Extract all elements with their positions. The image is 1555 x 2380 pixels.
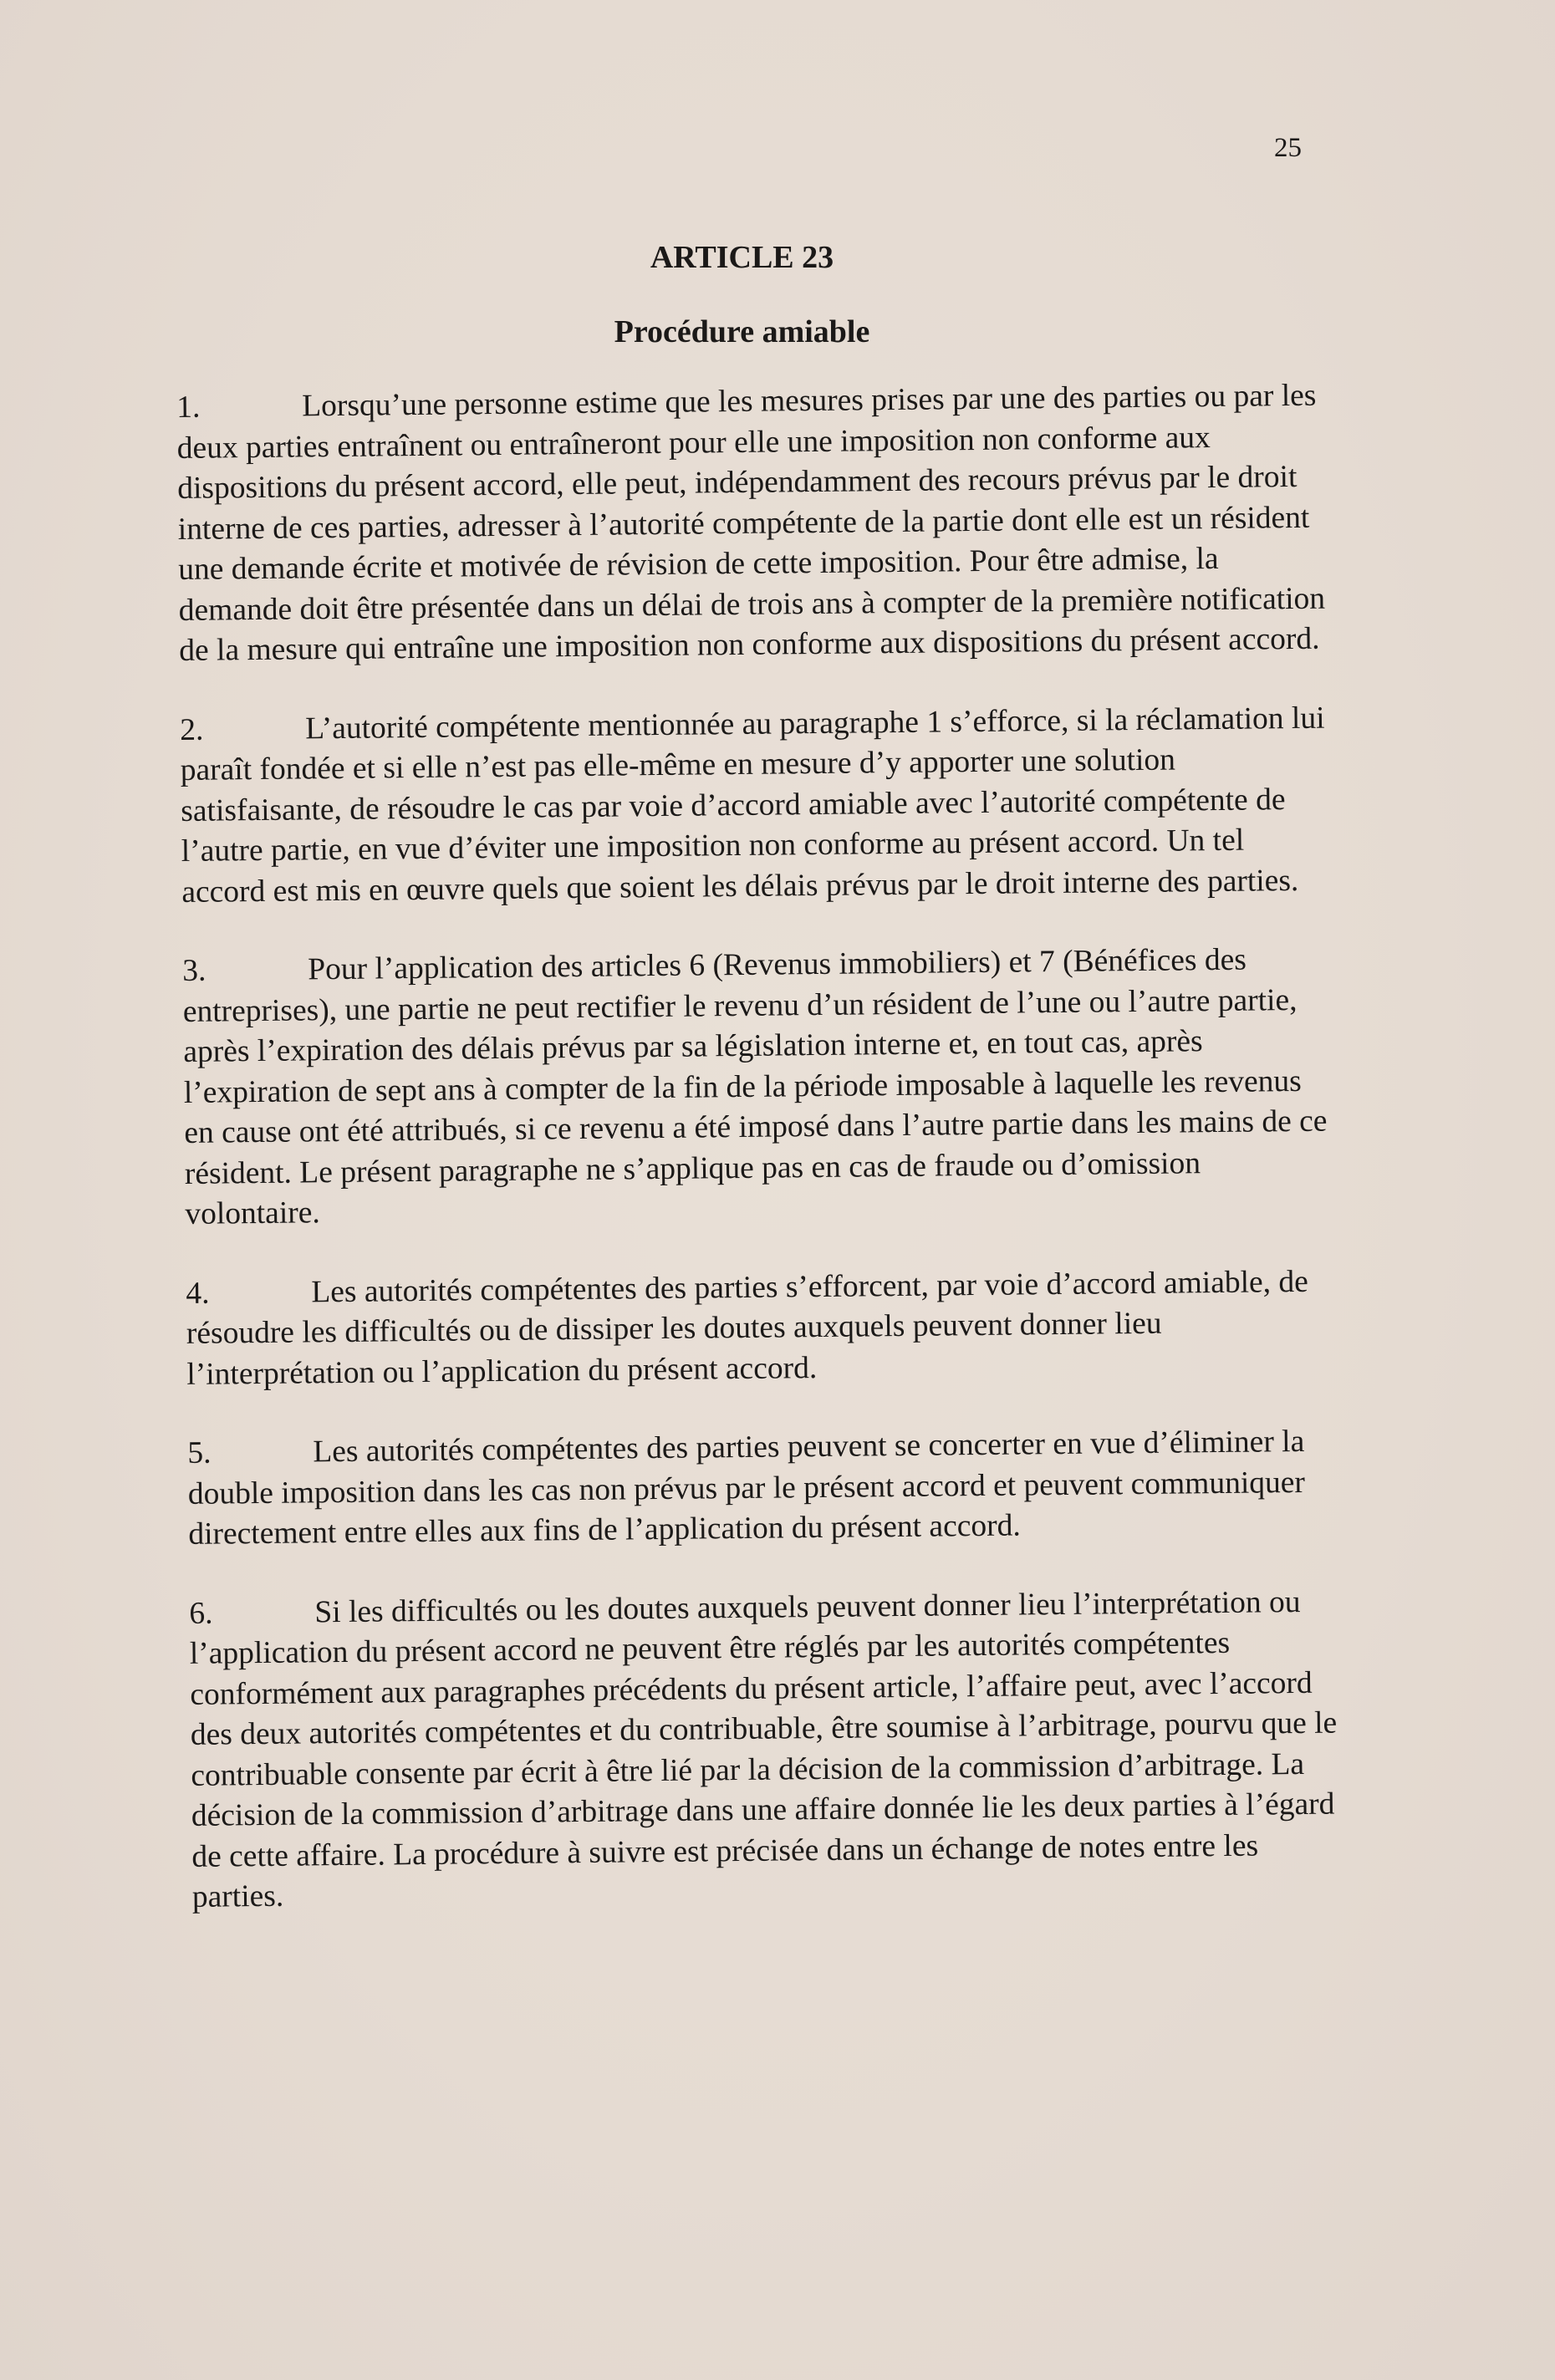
paragraph-number: 4. (186, 1276, 210, 1311)
paragraph-text: Lorsqu’une personne estime que les mesures prises par une des parties ou par les deux parties entraînent ou entraîneront pour elle une imposition non conforme aux dispositions du présent accord, elle peut, indépendamment des recours prévus par le droit interne de ces parties, adresser à l’autorité compétente de la partie dont elle est un résident une demande écrite et motivée de révision de cette imposition. Pour être admise, la demande doit être présentée dans un délai de trois ans à compter de la première notification de la mesure qui entraîne une imposition non conforme aux dispositions du présent accord. (176, 378, 1326, 668)
paragraph-3 (182, 940, 1334, 1236)
paragraph-number: 2. (180, 712, 204, 747)
paragraph-1 (176, 376, 1328, 672)
paragraph-text: L’autorité compétente mentionnée au paragraphe 1 s’efforce, si la réclamation lui paraît fondée et si elle n’est pas elle-même en mesure d’y apporter une solution satisfaisante, de résoudre le cas par voie d’accord amiable avec l’autorité compétente de l’autre partie, en vue d’éviter une imposition non conforme au présent accord. Un tel accord est mis en œuvre quels que soient les délais prévus par le droit interne des parties. (180, 701, 1325, 910)
paragraph-number: 1. (176, 390, 201, 425)
paragraph-text: Les autorités compétentes des parties s’efforcent, par voie d’accord amiable, de résoudre les difficultés ou de dissiper les doutes auxquels peuvent donner lieu l’interprétation ou l’application du présent accord. (186, 1264, 1309, 1392)
paragraph-number: 6. (189, 1596, 213, 1631)
paragraph-5 (187, 1422, 1338, 1556)
paragraph-number: 5. (187, 1435, 212, 1470)
paragraph-text: Les autorités compétentes des parties peuvent se concerter en vue d’éliminer la double imposition dans les cas non prévus par le présent accord et peuvent communiquer directement entre elles aux fins de l’application du présent accord. (187, 1424, 1306, 1552)
article-subtitle: Procédure amiable (614, 314, 870, 349)
paragraph-4 (186, 1261, 1336, 1395)
paragraph-number: 3. (182, 953, 206, 988)
article-title: ARTICLE 23 (650, 240, 834, 275)
paragraph-text: Pour l’application des articles 6 (Revenus immobiliers) et 7 (Bénéfices des entreprises), une partie ne peut rectifier le revenu d’un résident de l’une ou l’autre partie, après l’expiration des délais prévus par sa législation interne et, en tout cas, après l’expiration de sept ans à compter de la fin de la période imposable à laquelle les revenus en cause ont été attribués, si ce revenu a été imposé dans l’autre partie dans les mains de ce résident. Le présent paragraphe ne s’applique pas en cas de fraude ou d’omission volontaire. (182, 942, 1328, 1231)
article-body (176, 376, 1343, 1957)
page-number: 25 (1274, 133, 1302, 163)
paragraph-text: Si les difficultés ou les doutes auxquels peuvent donner lieu l’interprétation ou l’application du présent accord ne peuvent être réglés par les autorités compétentes conformément aux paragraphes précédents du présent article, l’affaire peut, avec l’accord des deux autorités compétentes et du contribuable, être soumise à l’arbitrage, pourvu que le contribuable consente par écrit à être lié par la décision de la commission d’arbitrage. La décision de la commission d’arbitrage dans une affaire donnée lie les deux parties à l’égard de cette affaire. La procédure à suivre est précisée dans un échange de notes entre les parties. (189, 1584, 1338, 1914)
paragraph-6 (189, 1582, 1342, 1918)
paragraph-2 (180, 698, 1331, 913)
